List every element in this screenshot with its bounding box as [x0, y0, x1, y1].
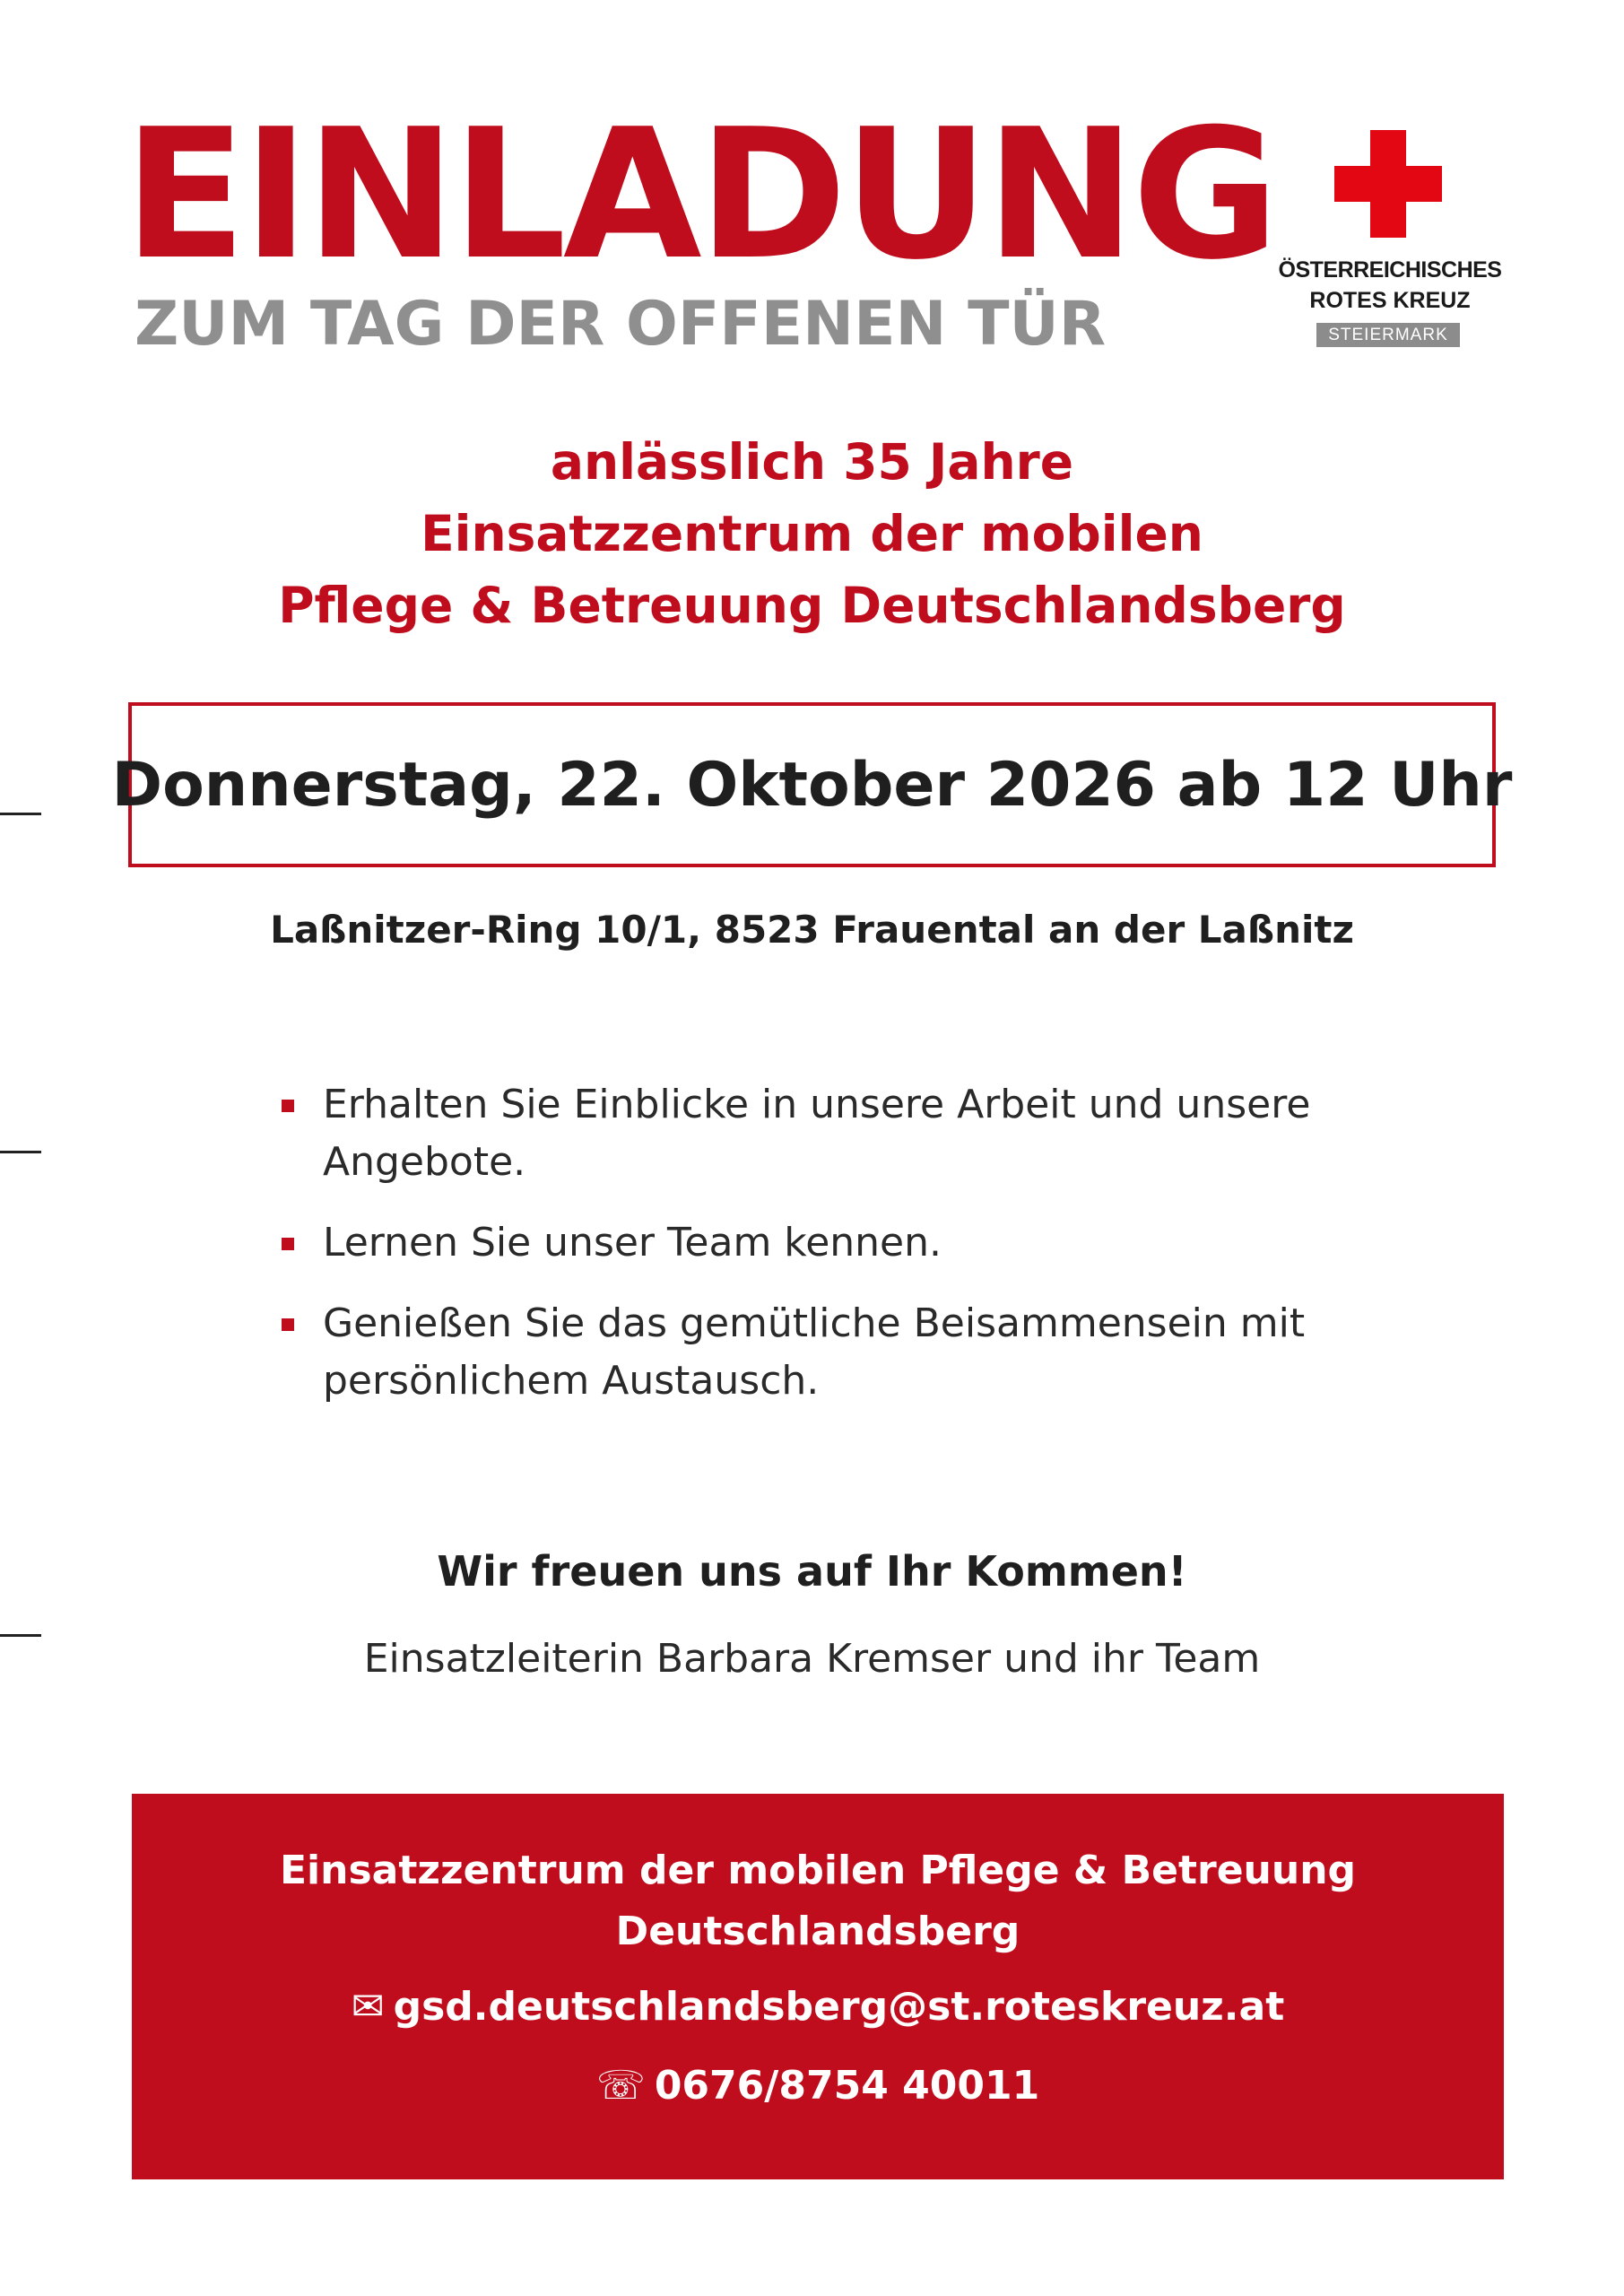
invitation-subtitle: ZUM TAG DER OFFENEN TÜR — [135, 289, 1107, 360]
list-item-text: Lernen Sie unser Team kennen. — [323, 1220, 942, 1265]
event-date-time: Donnerstag, 22. Oktober 2026 ab 12 Uhr — [111, 749, 1513, 821]
email-link[interactable]: gsd.deutschlandsberg@st.roteskreuz.at — [393, 1984, 1285, 2030]
bullet-square-icon — [282, 1238, 294, 1250]
event-date-box — [111, 702, 1513, 867]
envelope-icon: ✉ — [351, 1984, 385, 2030]
invitation-title: EINLADUNG — [124, 91, 1276, 300]
signature-line: Einsatzleiterin Barbara Kremser und ihr Team — [363, 1636, 1261, 1682]
list-item — [278, 1295, 1381, 1410]
footer-phone-row — [132, 2059, 1504, 2113]
telephone-icon: ☏ — [595, 2063, 646, 2109]
logo-region-badge: STEIERMARK — [1316, 323, 1460, 347]
list-item-text: Genießen Sie das gemütliche Beisammensein mit persönlichem Austausch. — [323, 1300, 1306, 1404]
bullet-square-icon — [282, 1100, 294, 1112]
logo-organization-line2: ROTES KREUZ — [1309, 288, 1471, 313]
footer-org-line: Einsatzzentrum der mobilen Pflege & Betreuung — [279, 1848, 1357, 1893]
contact-footer — [132, 1794, 1504, 2179]
occasion-text — [0, 426, 1624, 641]
closing-greeting: Wir freuen uns auf Ihr Kommen! — [437, 1547, 1187, 1596]
fold-mark — [0, 1151, 41, 1153]
list-item — [278, 1076, 1381, 1191]
fold-mark — [0, 813, 41, 815]
occasion-line: anlässlich 35 Jahre — [550, 433, 1074, 491]
highlights-list — [278, 1076, 1444, 1433]
red-cross-logo — [1255, 130, 1524, 354]
phone-link[interactable]: 0676/8754 40011 — [654, 2063, 1040, 2109]
logo-organization-line1: ÖSTERREICHISCHES — [1278, 257, 1502, 283]
footer-email-row — [132, 1980, 1504, 2034]
list-item — [278, 1214, 1381, 1272]
occasion-line: Pflege & Betreuung Deutschlandsberg — [278, 577, 1346, 634]
footer-org-line: Deutschlandsberg — [615, 1909, 1020, 1954]
occasion-line: Einsatzzentrum der mobilen — [421, 505, 1203, 562]
bullet-square-icon — [282, 1318, 294, 1331]
red-cross-icon — [1334, 130, 1442, 238]
list-item-text: Erhalten Sie Einblicke in unsere Arbeit und unsere Angebote. — [323, 1082, 1311, 1185]
event-address: Laßnitzer-Ring 10/1, 8523 Frauental an der Laßnitz — [270, 908, 1354, 952]
footer-organization — [132, 1840, 1504, 1962]
